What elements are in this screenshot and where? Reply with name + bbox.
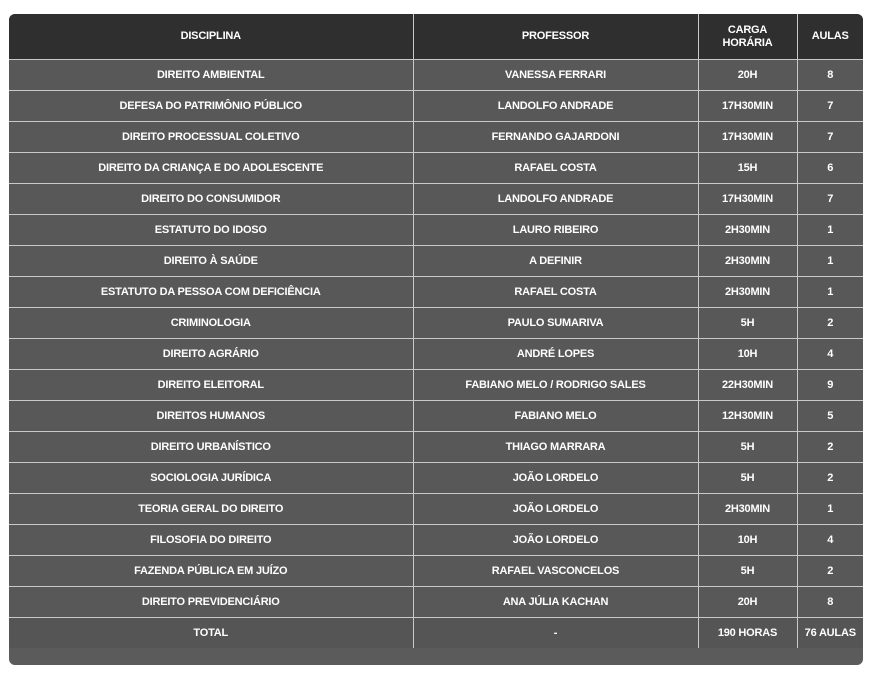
cell-disciplina: DIREITO AGRÁRIO (9, 339, 413, 370)
table-row (9, 246, 863, 277)
cell-professor: LANDOLFO ANDRADE (413, 184, 698, 215)
table-row (9, 277, 863, 308)
table-row (9, 215, 863, 246)
table-row (9, 60, 863, 91)
cell-professor: RAFAEL COSTA (413, 153, 698, 184)
cell-aulas: 6 (797, 153, 863, 184)
table-header (9, 14, 863, 60)
cell-professor: FABIANO MELO / RODRIGO SALES (413, 370, 698, 401)
total-aulas: 76 AULAS (797, 618, 863, 649)
cell-disciplina: CRIMINOLOGIA (9, 308, 413, 339)
cell-aulas: 7 (797, 122, 863, 153)
table-row (9, 339, 863, 370)
cell-professor: JOÃO LORDELO (413, 525, 698, 556)
cell-carga: 20H (698, 587, 797, 618)
cell-professor: PAULO SUMARIVA (413, 308, 698, 339)
cell-disciplina: DIREITO À SAÚDE (9, 246, 413, 277)
cell-carga: 17H30MIN (698, 122, 797, 153)
cell-aulas: 2 (797, 308, 863, 339)
total-label: TOTAL (9, 618, 413, 649)
cell-aulas: 4 (797, 525, 863, 556)
cell-professor: FERNANDO GAJARDONI (413, 122, 698, 153)
header-row (9, 14, 863, 60)
cell-disciplina: SOCIOLOGIA JURÍDICA (9, 463, 413, 494)
total-row (9, 618, 863, 649)
cell-professor: A DEFINIR (413, 246, 698, 277)
table-row (9, 463, 863, 494)
cell-disciplina: DIREITO ELEITORAL (9, 370, 413, 401)
cell-carga: 17H30MIN (698, 184, 797, 215)
cell-carga: 2H30MIN (698, 494, 797, 525)
course-schedule-table (9, 14, 863, 648)
cell-aulas: 7 (797, 91, 863, 122)
cell-disciplina: FILOSOFIA DO DIREITO (9, 525, 413, 556)
header-professor: PROFESSOR (413, 14, 698, 60)
cell-professor: LAURO RIBEIRO (413, 215, 698, 246)
cell-disciplina: FAZENDA PÚBLICA EM JUÍZO (9, 556, 413, 587)
cell-aulas: 1 (797, 277, 863, 308)
table-body (9, 60, 863, 649)
cell-professor: FABIANO MELO (413, 401, 698, 432)
cell-carga: 5H (698, 463, 797, 494)
cell-carga: 15H (698, 153, 797, 184)
table-row (9, 122, 863, 153)
header-aulas: AULAS (797, 14, 863, 60)
cell-carga: 20H (698, 60, 797, 91)
cell-professor: RAFAEL COSTA (413, 277, 698, 308)
cell-aulas: 2 (797, 556, 863, 587)
cell-disciplina: DIREITO PREVIDENCIÁRIO (9, 587, 413, 618)
cell-aulas: 1 (797, 494, 863, 525)
cell-disciplina: DIREITO URBANÍSTICO (9, 432, 413, 463)
cell-carga: 5H (698, 308, 797, 339)
cell-professor: JOÃO LORDELO (413, 494, 698, 525)
cell-aulas: 4 (797, 339, 863, 370)
header-disciplina: DISCIPLINA (9, 14, 413, 60)
cell-professor: THIAGO MARRARA (413, 432, 698, 463)
cell-professor: LANDOLFO ANDRADE (413, 91, 698, 122)
total-carga: 190 HORAS (698, 618, 797, 649)
cell-carga: 2H30MIN (698, 215, 797, 246)
cell-carga: 22H30MIN (698, 370, 797, 401)
cell-aulas: 5 (797, 401, 863, 432)
cell-carga: 5H (698, 556, 797, 587)
cell-disciplina: DIREITO DO CONSUMIDOR (9, 184, 413, 215)
header-carga-horaria (698, 14, 797, 60)
course-schedule-table-container (9, 14, 863, 665)
cell-professor: ANA JÚLIA KACHAN (413, 587, 698, 618)
cell-aulas: 2 (797, 463, 863, 494)
cell-professor: ANDRÉ LOPES (413, 339, 698, 370)
cell-aulas: 2 (797, 432, 863, 463)
cell-disciplina: DIREITO PROCESSUAL COLETIVO (9, 122, 413, 153)
cell-aulas: 9 (797, 370, 863, 401)
table-row (9, 432, 863, 463)
cell-professor: VANESSA FERRARI (413, 60, 698, 91)
cell-carga: 12H30MIN (698, 401, 797, 432)
cell-disciplina: DIREITO AMBIENTAL (9, 60, 413, 91)
cell-aulas: 8 (797, 60, 863, 91)
table-row (9, 401, 863, 432)
cell-aulas: 1 (797, 215, 863, 246)
cell-disciplina: ESTATUTO DA PESSOA COM DEFICIÊNCIA (9, 277, 413, 308)
table-row (9, 91, 863, 122)
table-row (9, 587, 863, 618)
cell-disciplina: TEORIA GERAL DO DIREITO (9, 494, 413, 525)
table-row (9, 556, 863, 587)
cell-disciplina: ESTATUTO DO IDOSO (9, 215, 413, 246)
cell-carga: 2H30MIN (698, 246, 797, 277)
cell-carga: 10H (698, 339, 797, 370)
table-row (9, 494, 863, 525)
table-row (9, 184, 863, 215)
cell-carga: 2H30MIN (698, 277, 797, 308)
cell-disciplina: DIREITOS HUMANOS (9, 401, 413, 432)
cell-professor: JOÃO LORDELO (413, 463, 698, 494)
header-carga-line1: CARGA (727, 23, 768, 36)
cell-disciplina: DEFESA DO PATRIMÔNIO PÚBLICO (9, 91, 413, 122)
header-carga-line2: HORÁRIA (722, 36, 773, 49)
table-row (9, 153, 863, 184)
cell-aulas: 8 (797, 587, 863, 618)
cell-carga: 17H30MIN (698, 91, 797, 122)
cell-carga: 10H (698, 525, 797, 556)
table-row (9, 525, 863, 556)
cell-carga: 5H (698, 432, 797, 463)
table-row (9, 370, 863, 401)
table-row (9, 308, 863, 339)
cell-disciplina: DIREITO DA CRIANÇA E DO ADOLESCENTE (9, 153, 413, 184)
cell-professor: RAFAEL VASCONCELOS (413, 556, 698, 587)
cell-aulas: 7 (797, 184, 863, 215)
total-professor: - (413, 618, 698, 649)
cell-aulas: 1 (797, 246, 863, 277)
